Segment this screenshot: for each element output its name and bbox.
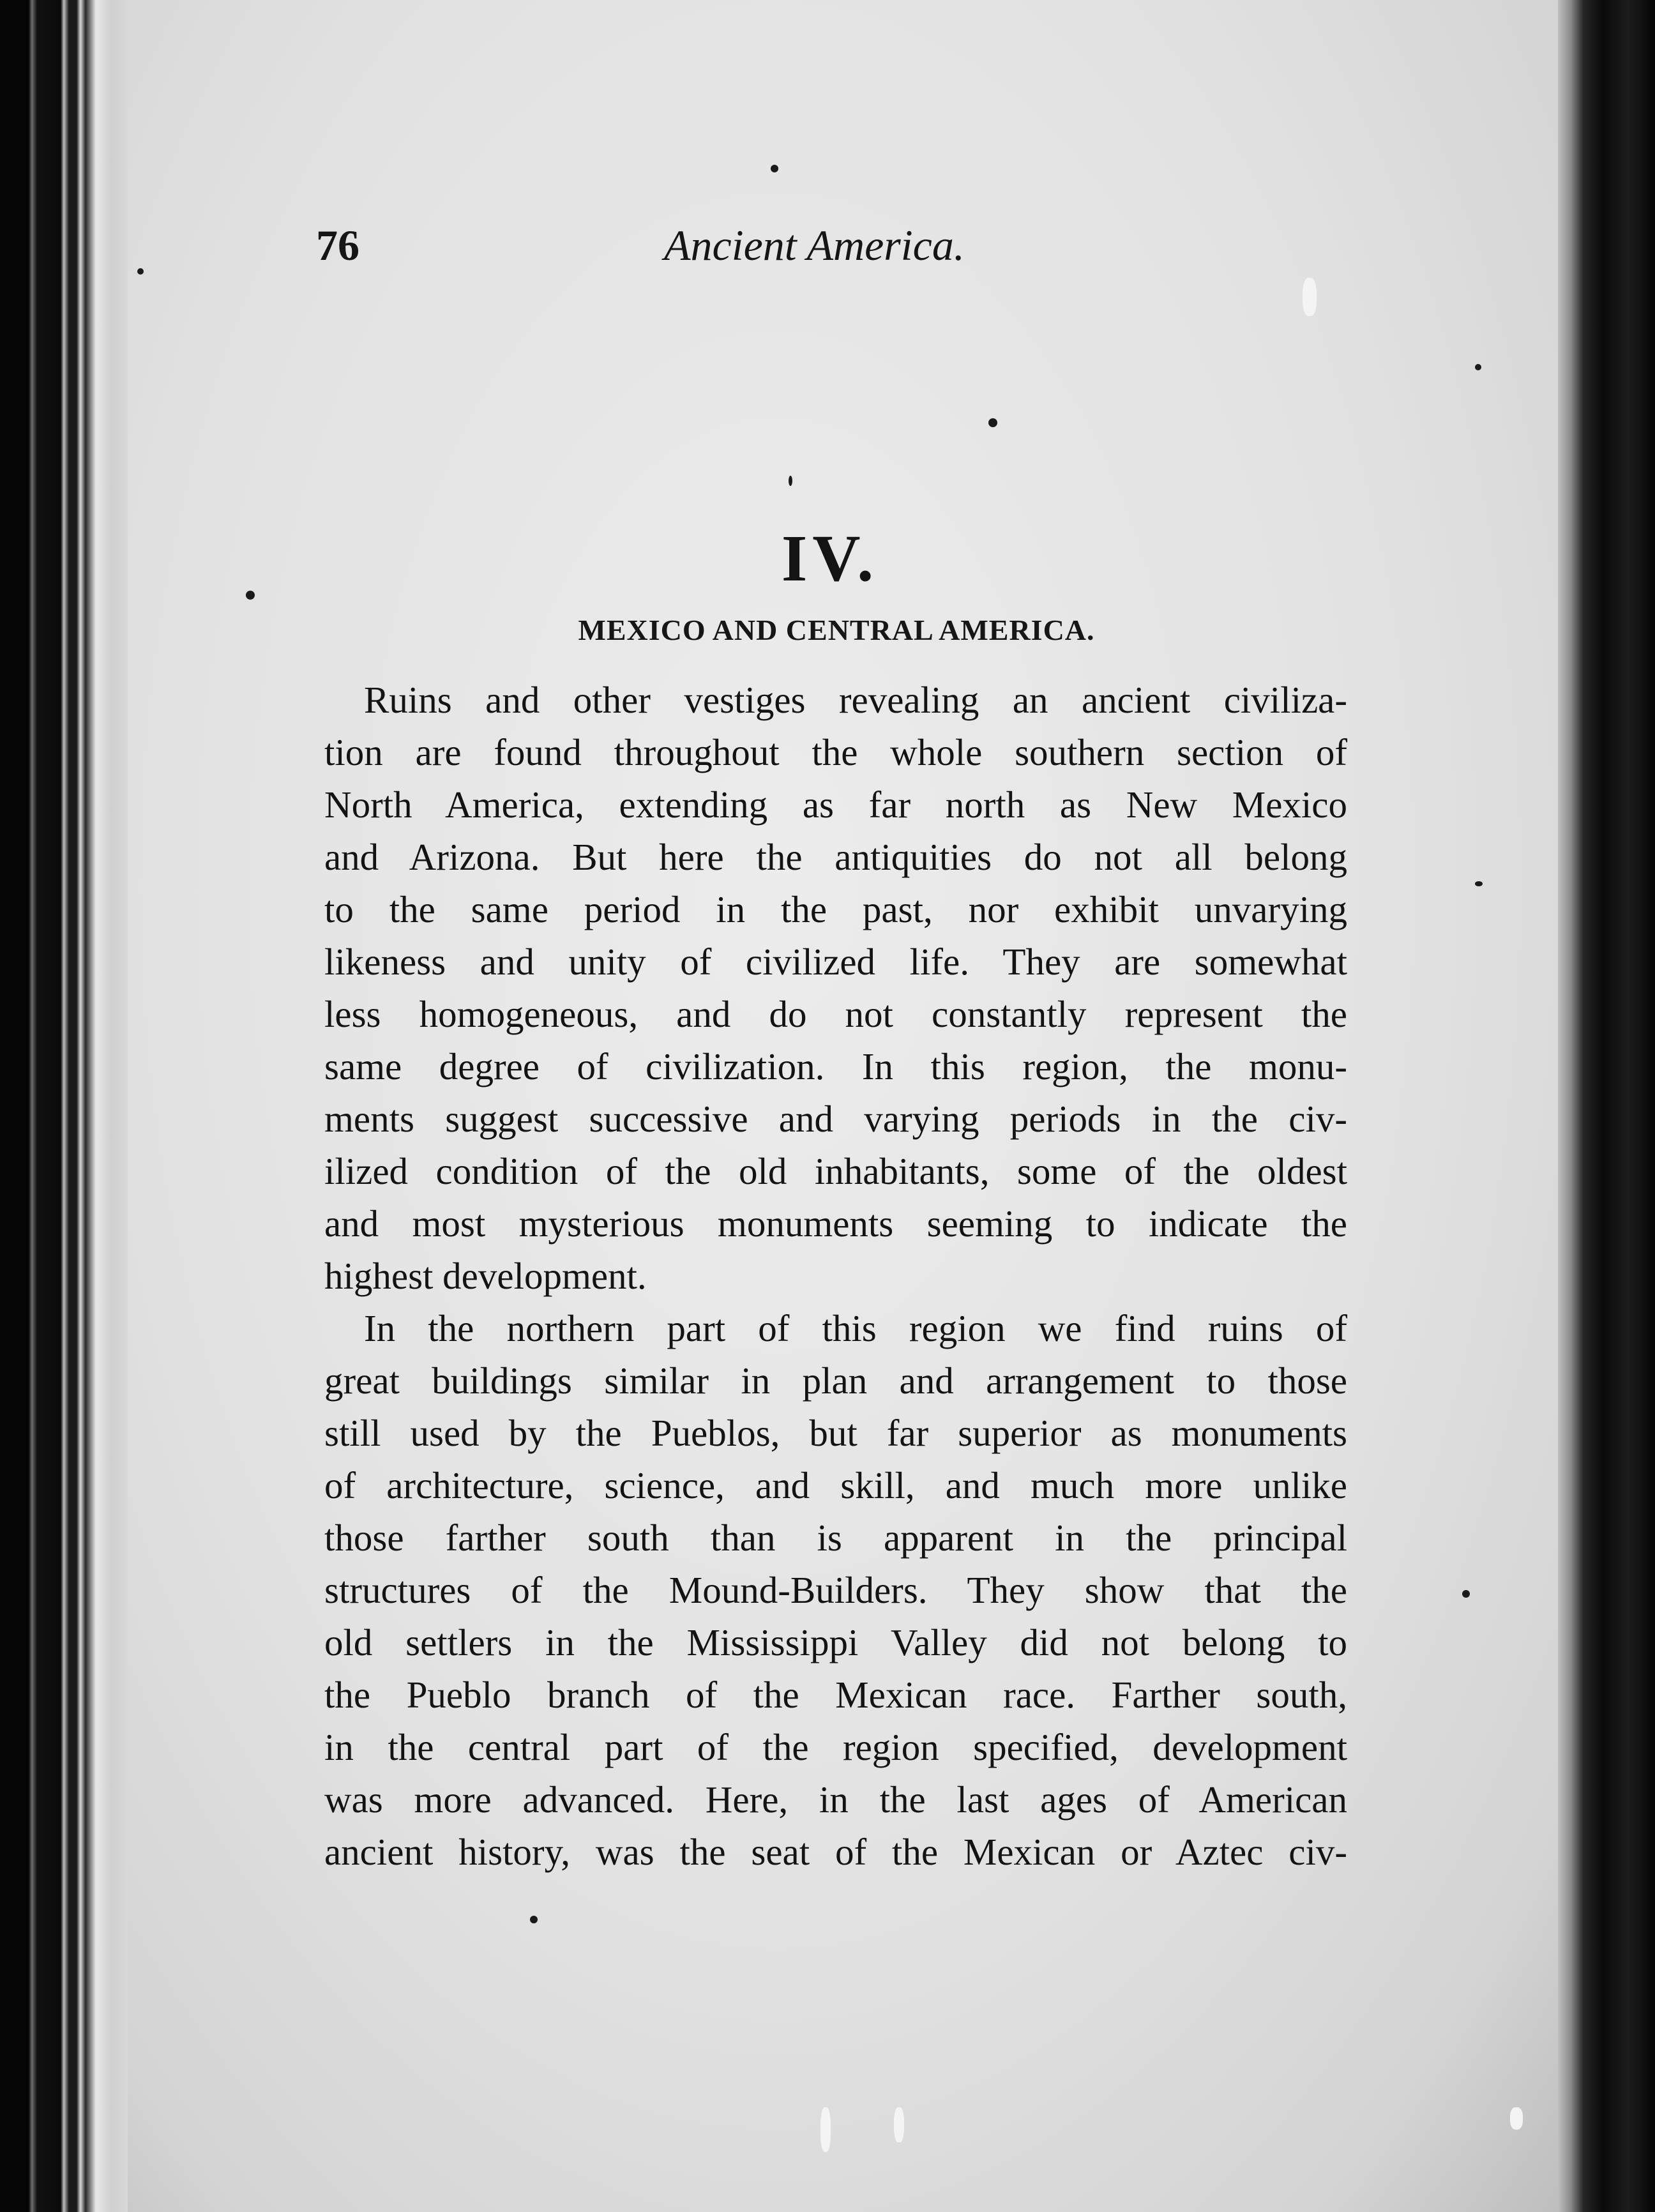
paragraph-1 [324, 674, 1347, 1302]
text-line: In the northern part of this region we find ruins of [364, 1307, 1347, 1349]
scan-speck [771, 165, 778, 172]
text-line: North America, extending as far north as New Mexico [324, 784, 1347, 826]
text-line: in the central part of the region specified, development [324, 1726, 1347, 1768]
text-line: highest development. [324, 1255, 647, 1297]
text-line: likeness and unity of civilized life. They are somewhat [324, 941, 1347, 983]
text-line: of architecture, science, and skill, and much more unlike [324, 1464, 1347, 1506]
paragraph-2 [324, 1302, 1347, 1878]
text-line: those farther south than is apparent in the principal [324, 1517, 1347, 1559]
book-binding [0, 0, 134, 2212]
scan-blemish [1510, 2107, 1523, 2130]
text-line: tion are found throughout the whole southern section of [324, 731, 1347, 773]
text-line: structures of the Mound-Builders. They show that the [324, 1569, 1347, 1611]
text-line: ments suggest successive and varying periods in the civ- [324, 1098, 1347, 1140]
book-title: Ancient America. [664, 221, 965, 269]
scan-speck [1475, 364, 1481, 370]
scan-speck [530, 1916, 538, 1923]
text-line: was more advanced. Here, in the last ages of American [324, 1778, 1347, 1821]
scan-blemish [1303, 278, 1317, 316]
scan-blemish [894, 2107, 904, 2142]
scan-speck [789, 476, 792, 486]
text-line: less homogeneous, and do not constantly represent the [324, 993, 1347, 1035]
scan-speck [1475, 881, 1483, 886]
scan-speck [137, 268, 144, 275]
running-head [316, 220, 1338, 278]
text-line: to the same period in the past, nor exhibit unvarying [324, 888, 1347, 930]
body-text [324, 674, 1347, 1878]
page-number: 76 [316, 221, 359, 269]
text-line: Ruins and other vestiges revealing an ancient civiliza- [364, 679, 1347, 721]
page-edge [1558, 0, 1655, 2212]
scan-speck [988, 418, 997, 427]
scan-speck [246, 591, 255, 600]
text-line: old settlers in the Mississippi Valley did not belong to [324, 1621, 1347, 1663]
text-line: and Arizona. But here the antiquities do not all belong [324, 836, 1347, 878]
text-line: ilized condition of the old inhabitants, some of the oldest [324, 1150, 1347, 1192]
text-line: and most mysterious monuments seeming to indicate the [324, 1202, 1347, 1245]
scan-speck [1462, 1590, 1470, 1598]
text-line: ancient history, was the seat of the Mexican or Aztec civ- [324, 1831, 1347, 1873]
chapter-numeral: IV. [781, 522, 879, 595]
chapter-title: MEXICO AND CENTRAL AMERICA. [578, 614, 1095, 646]
text-line: still used by the Pueblos, but far superior as monuments [324, 1412, 1347, 1454]
text-line: same degree of civilization. In this region, the monu- [324, 1045, 1347, 1087]
text-line: great buildings similar in plan and arrangement to those [324, 1360, 1347, 1402]
text-line: the Pueblo branch of the Mexican race. Farther south, [324, 1674, 1347, 1716]
scan-blemish [820, 2107, 831, 2152]
